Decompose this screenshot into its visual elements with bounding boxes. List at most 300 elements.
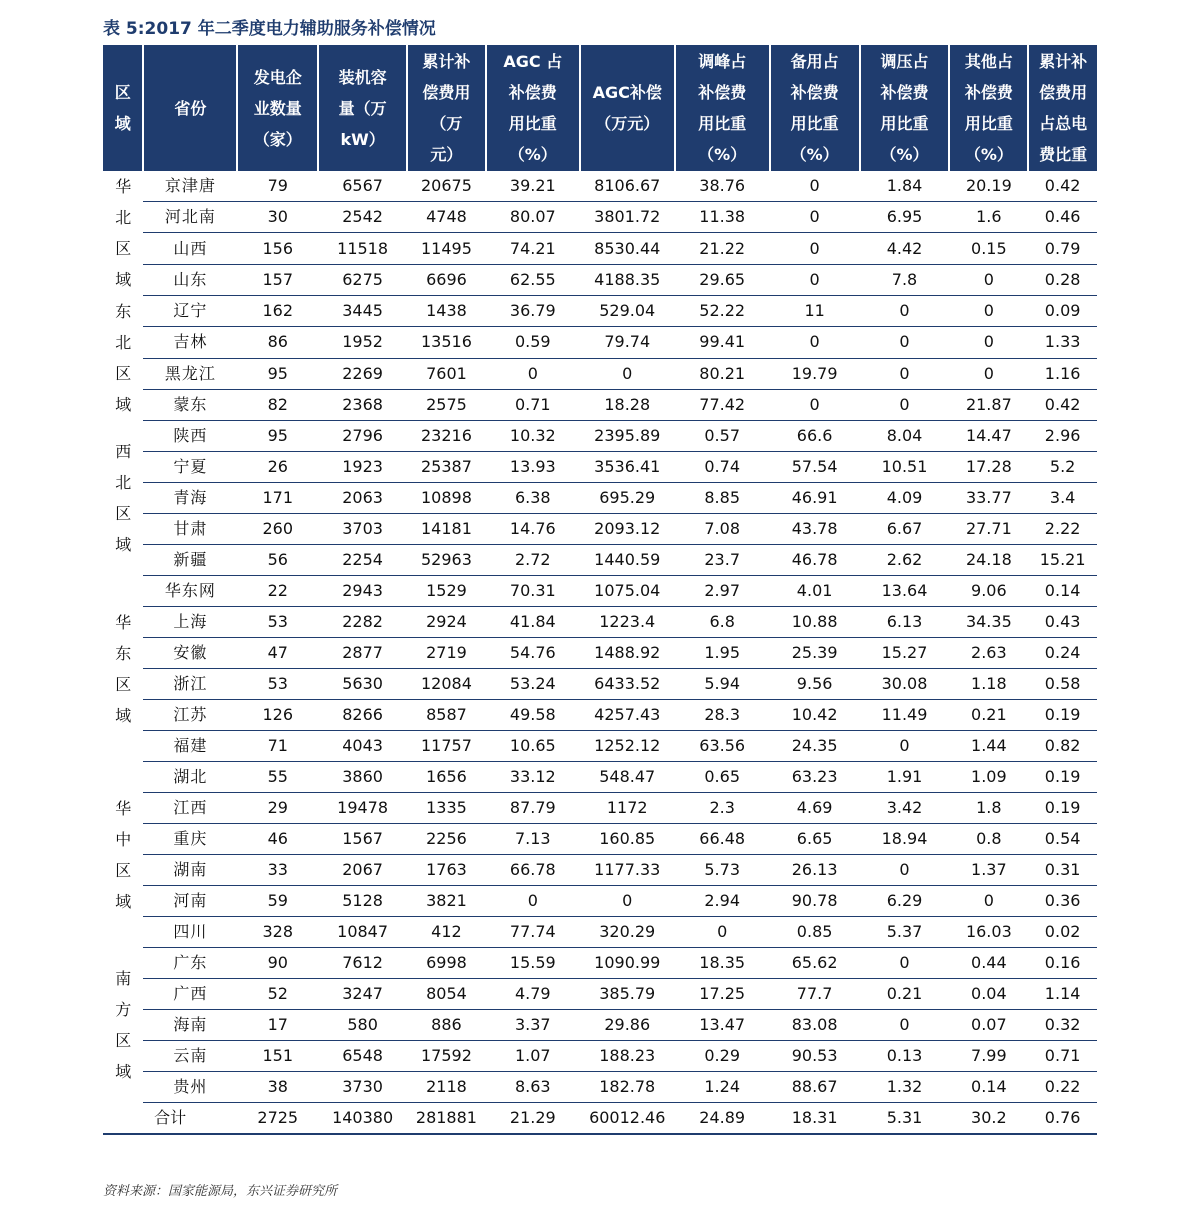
value-cell: 0.02 (1028, 917, 1097, 948)
province-cell: 宁夏 (143, 452, 237, 483)
table-row (103, 638, 1097, 669)
value-cell: 99.41 (675, 327, 770, 358)
value-cell: 4.79 (486, 979, 580, 1010)
value-cell: 1656 (407, 762, 486, 793)
total-value-cell: 21.29 (486, 1103, 580, 1135)
value-cell: 4188.35 (580, 264, 675, 295)
value-cell: 21.22 (675, 233, 770, 264)
table-row (103, 700, 1097, 731)
table-row (103, 917, 1097, 948)
value-cell: 0.21 (949, 700, 1028, 731)
value-cell: 5.2 (1028, 452, 1097, 483)
value-cell: 7.08 (675, 514, 770, 545)
value-cell: 13.64 (860, 576, 950, 607)
value-cell: 162 (237, 296, 318, 327)
value-cell: 8106.67 (580, 171, 675, 202)
value-cell: 1952 (318, 327, 407, 358)
province-cell: 新疆 (143, 545, 237, 576)
table-row (103, 358, 1097, 389)
header-cell: AGC补偿 （万元） (580, 45, 675, 171)
value-cell: 38 (237, 1072, 318, 1103)
value-cell: 157 (237, 264, 318, 295)
value-cell: 6.8 (675, 607, 770, 638)
region-label: 西北区域 (115, 442, 132, 554)
value-cell: 95 (237, 421, 318, 452)
value-cell: 188.23 (580, 1041, 675, 1072)
value-cell: 0 (949, 358, 1028, 389)
value-cell: 7.99 (949, 1041, 1028, 1072)
value-cell: 33.77 (949, 483, 1028, 514)
value-cell: 0.07 (949, 1010, 1028, 1041)
value-cell: 9.06 (949, 576, 1028, 607)
value-cell: 46.78 (770, 545, 860, 576)
value-cell: 0 (770, 264, 860, 295)
value-cell: 1223.4 (580, 607, 675, 638)
value-cell: 86 (237, 327, 318, 358)
table-row (103, 607, 1097, 638)
value-cell: 90.53 (770, 1041, 860, 1072)
value-cell: 28.3 (675, 700, 770, 731)
value-cell: 1075.04 (580, 576, 675, 607)
value-cell: 2.94 (675, 886, 770, 917)
value-cell: 6433.52 (580, 669, 675, 700)
value-cell: 0 (580, 886, 675, 917)
province-cell: 广西 (143, 979, 237, 1010)
value-cell: 11495 (407, 233, 486, 264)
value-cell: 1.14 (1028, 979, 1097, 1010)
value-cell: 17.28 (949, 452, 1028, 483)
value-cell: 3536.41 (580, 452, 675, 483)
value-cell: 74.21 (486, 233, 580, 264)
value-cell: 171 (237, 483, 318, 514)
value-cell: 65.62 (770, 948, 860, 979)
value-cell: 160.85 (580, 824, 675, 855)
value-cell: 15.27 (860, 638, 950, 669)
value-cell: 1.33 (1028, 327, 1097, 358)
value-cell: 4748 (407, 202, 486, 233)
table-row (103, 171, 1097, 202)
value-cell: 29.86 (580, 1010, 675, 1041)
value-cell: 5630 (318, 669, 407, 700)
table-row (103, 824, 1097, 855)
province-cell: 蒙东 (143, 389, 237, 420)
region-label: 华中区域 (115, 798, 132, 911)
value-cell: 0.29 (675, 1041, 770, 1072)
value-cell: 16.03 (949, 917, 1028, 948)
value-cell: 46 (237, 824, 318, 855)
value-cell: 18.28 (580, 389, 675, 420)
province-cell: 华东网 (143, 576, 237, 607)
value-cell: 0.19 (1028, 762, 1097, 793)
value-cell: 39.21 (486, 171, 580, 202)
value-cell: 8.04 (860, 421, 950, 452)
province-cell: 山西 (143, 233, 237, 264)
value-cell: 1.24 (675, 1072, 770, 1103)
value-cell: 2542 (318, 202, 407, 233)
value-cell: 0 (486, 358, 580, 389)
value-cell: 1.07 (486, 1041, 580, 1072)
region-label: 华东区域 (115, 612, 132, 725)
value-cell: 17592 (407, 1041, 486, 1072)
value-cell: 79 (237, 171, 318, 202)
value-cell: 1252.12 (580, 731, 675, 762)
value-cell: 1.18 (949, 669, 1028, 700)
province-cell: 福建 (143, 731, 237, 762)
value-cell: 10.42 (770, 700, 860, 731)
value-cell: 0.15 (949, 233, 1028, 264)
value-cell: 3.4 (1028, 483, 1097, 514)
value-cell: 8266 (318, 700, 407, 731)
value-cell: 66.78 (486, 855, 580, 886)
region-cell (103, 948, 143, 1103)
value-cell: 80.07 (486, 202, 580, 233)
value-cell: 1.09 (949, 762, 1028, 793)
value-cell: 0.13 (860, 1041, 950, 1072)
value-cell: 156 (237, 233, 318, 264)
value-cell: 182.78 (580, 1072, 675, 1103)
value-cell: 90 (237, 948, 318, 979)
total-value-cell: 0.76 (1028, 1103, 1097, 1135)
value-cell: 0 (860, 296, 950, 327)
value-cell: 8.85 (675, 483, 770, 514)
province-cell: 京津唐 (143, 171, 237, 202)
table-row (103, 452, 1097, 483)
value-cell: 21.87 (949, 389, 1028, 420)
province-cell: 河南 (143, 886, 237, 917)
value-cell: 6.95 (860, 202, 950, 233)
value-cell: 0.46 (1028, 202, 1097, 233)
value-cell: 2063 (318, 483, 407, 514)
value-cell: 695.29 (580, 483, 675, 514)
value-cell: 9.56 (770, 669, 860, 700)
header-cell: 装机容 量（万 kW） (318, 45, 407, 171)
value-cell: 77.42 (675, 389, 770, 420)
value-cell: 0.14 (949, 1072, 1028, 1103)
value-cell: 11.49 (860, 700, 950, 731)
value-cell: 80.21 (675, 358, 770, 389)
value-cell: 0.74 (675, 452, 770, 483)
province-cell: 吉林 (143, 327, 237, 358)
value-cell: 2395.89 (580, 421, 675, 452)
table-row (103, 669, 1097, 700)
value-cell: 1440.59 (580, 545, 675, 576)
value-cell: 66.6 (770, 421, 860, 452)
value-cell: 1.84 (860, 171, 950, 202)
value-cell: 2368 (318, 389, 407, 420)
value-cell: 0.04 (949, 979, 1028, 1010)
source-note: 资料来源：国家能源局，东兴证券研究所 (103, 1184, 338, 1199)
value-cell: 10847 (318, 917, 407, 948)
region-label: 华北区域 (115, 177, 132, 289)
value-cell: 29.65 (675, 264, 770, 295)
value-cell: 4043 (318, 731, 407, 762)
value-cell: 1488.92 (580, 638, 675, 669)
value-cell: 2575 (407, 389, 486, 420)
value-cell: 4.01 (770, 576, 860, 607)
value-cell: 19.79 (770, 358, 860, 389)
value-cell: 13516 (407, 327, 486, 358)
value-cell: 3247 (318, 979, 407, 1010)
value-cell: 0.54 (1028, 824, 1097, 855)
value-cell: 2943 (318, 576, 407, 607)
value-cell: 33 (237, 855, 318, 886)
value-cell: 33.12 (486, 762, 580, 793)
value-cell: 2067 (318, 855, 407, 886)
value-cell: 53 (237, 607, 318, 638)
region-cell (103, 762, 143, 948)
value-cell: 0 (770, 202, 860, 233)
value-cell: 54.76 (486, 638, 580, 669)
value-cell: 3821 (407, 886, 486, 917)
header-cell: AGC 占 补偿费 用比重 （%） (486, 45, 580, 171)
value-cell: 2118 (407, 1072, 486, 1103)
value-cell: 29 (237, 793, 318, 824)
value-cell: 2.22 (1028, 514, 1097, 545)
value-cell: 0.57 (675, 421, 770, 452)
value-cell: 4.42 (860, 233, 950, 264)
value-cell: 0 (949, 327, 1028, 358)
value-cell: 0 (580, 358, 675, 389)
value-cell: 82 (237, 389, 318, 420)
value-cell: 52963 (407, 545, 486, 576)
value-cell: 2.72 (486, 545, 580, 576)
value-cell: 6.65 (770, 824, 860, 855)
value-cell: 56 (237, 545, 318, 576)
value-cell: 10.32 (486, 421, 580, 452)
value-cell: 0 (860, 731, 950, 762)
value-cell: 2.96 (1028, 421, 1097, 452)
value-cell: 0 (860, 327, 950, 358)
table-row (103, 233, 1097, 264)
total-label: 合计 (103, 1103, 237, 1135)
header-cell: 发电企 业数量 （家） (237, 45, 318, 171)
region-label: 东北区域 (115, 302, 132, 414)
value-cell: 62.55 (486, 264, 580, 295)
value-cell: 7601 (407, 358, 486, 389)
value-cell: 0.21 (860, 979, 950, 1010)
value-cell: 20.19 (949, 171, 1028, 202)
province-cell: 河北南 (143, 202, 237, 233)
value-cell: 10898 (407, 483, 486, 514)
value-cell: 1923 (318, 452, 407, 483)
value-cell: 3801.72 (580, 202, 675, 233)
value-cell: 0.19 (1028, 700, 1097, 731)
value-cell: 548.47 (580, 762, 675, 793)
value-cell: 49.58 (486, 700, 580, 731)
table-body (103, 171, 1097, 1134)
province-cell: 黑龙江 (143, 358, 237, 389)
value-cell: 5.37 (860, 917, 950, 948)
total-value-cell: 30.2 (949, 1103, 1028, 1135)
value-cell: 7.13 (486, 824, 580, 855)
table-row (103, 793, 1097, 824)
value-cell: 10.65 (486, 731, 580, 762)
value-cell: 320.29 (580, 917, 675, 948)
value-cell: 412 (407, 917, 486, 948)
value-cell: 8.63 (486, 1072, 580, 1103)
value-cell: 0.79 (1028, 233, 1097, 264)
province-cell: 青海 (143, 483, 237, 514)
value-cell: 1335 (407, 793, 486, 824)
value-cell: 4.09 (860, 483, 950, 514)
table-row (103, 483, 1097, 514)
value-cell: 2.62 (860, 545, 950, 576)
value-cell: 2.3 (675, 793, 770, 824)
value-cell: 4.69 (770, 793, 860, 824)
total-value-cell: 5.31 (860, 1103, 950, 1135)
value-cell: 0.8 (949, 824, 1028, 855)
region-cell (103, 421, 143, 576)
table-row (103, 731, 1097, 762)
province-cell: 贵州 (143, 1072, 237, 1103)
province-cell: 湖南 (143, 855, 237, 886)
value-cell: 22 (237, 576, 318, 607)
value-cell: 55 (237, 762, 318, 793)
value-cell: 2924 (407, 607, 486, 638)
value-cell: 63.56 (675, 731, 770, 762)
value-cell: 13.47 (675, 1010, 770, 1041)
value-cell: 126 (237, 700, 318, 731)
value-cell: 3.42 (860, 793, 950, 824)
value-cell: 1567 (318, 824, 407, 855)
value-cell: 27.71 (949, 514, 1028, 545)
value-cell: 14181 (407, 514, 486, 545)
province-cell: 云南 (143, 1041, 237, 1072)
value-cell: 0 (860, 855, 950, 886)
value-cell: 25387 (407, 452, 486, 483)
value-cell: 0.28 (1028, 264, 1097, 295)
value-cell: 0.32 (1028, 1010, 1097, 1041)
value-cell: 1529 (407, 576, 486, 607)
compensation-table (103, 45, 1097, 1135)
value-cell: 1172 (580, 793, 675, 824)
table-row (103, 886, 1097, 917)
value-cell: 41.84 (486, 607, 580, 638)
value-cell: 580 (318, 1010, 407, 1041)
value-cell: 53 (237, 669, 318, 700)
table-row (103, 421, 1097, 452)
value-cell: 38.76 (675, 171, 770, 202)
value-cell: 95 (237, 358, 318, 389)
value-cell: 87.79 (486, 793, 580, 824)
value-cell: 2254 (318, 545, 407, 576)
value-cell: 1.16 (1028, 358, 1097, 389)
value-cell: 1438 (407, 296, 486, 327)
value-cell: 24.35 (770, 731, 860, 762)
table-row (103, 545, 1097, 576)
value-cell: 0 (860, 358, 950, 389)
value-cell: 11 (770, 296, 860, 327)
value-cell: 0.09 (1028, 296, 1097, 327)
value-cell: 0 (770, 389, 860, 420)
province-cell: 山东 (143, 264, 237, 295)
value-cell: 2877 (318, 638, 407, 669)
value-cell: 90.78 (770, 886, 860, 917)
value-cell: 1.8 (949, 793, 1028, 824)
value-cell: 11.38 (675, 202, 770, 233)
region-cell (103, 296, 143, 421)
value-cell: 0.65 (675, 762, 770, 793)
province-cell: 海南 (143, 1010, 237, 1041)
value-cell: 3860 (318, 762, 407, 793)
value-cell: 79.74 (580, 327, 675, 358)
value-cell: 385.79 (580, 979, 675, 1010)
value-cell: 10.51 (860, 452, 950, 483)
value-cell: 0.44 (949, 948, 1028, 979)
table-row (103, 979, 1097, 1010)
province-cell: 安徽 (143, 638, 237, 669)
value-cell: 34.35 (949, 607, 1028, 638)
header-cell: 其他占 补偿费 用比重 （%） (949, 45, 1028, 171)
province-cell: 上海 (143, 607, 237, 638)
value-cell: 8587 (407, 700, 486, 731)
value-cell: 6.29 (860, 886, 950, 917)
value-cell: 2719 (407, 638, 486, 669)
table-row (103, 264, 1097, 295)
total-value-cell: 24.89 (675, 1103, 770, 1135)
value-cell: 1.32 (860, 1072, 950, 1103)
value-cell: 0 (675, 917, 770, 948)
table-row (103, 576, 1097, 607)
table-row (103, 1072, 1097, 1103)
value-cell: 0.82 (1028, 731, 1097, 762)
table-row (103, 1010, 1097, 1041)
value-cell: 2.97 (675, 576, 770, 607)
value-cell: 0.22 (1028, 1072, 1097, 1103)
value-cell: 1.91 (860, 762, 950, 793)
province-cell: 四川 (143, 917, 237, 948)
value-cell: 47 (237, 638, 318, 669)
region-label: 南方区域 (115, 969, 132, 1081)
table-row (103, 948, 1097, 979)
region-cell (103, 171, 143, 296)
value-cell: 0 (770, 171, 860, 202)
table-row (103, 327, 1097, 358)
value-cell: 0 (949, 296, 1028, 327)
value-cell: 15.59 (486, 948, 580, 979)
value-cell: 0.43 (1028, 607, 1097, 638)
value-cell: 14.76 (486, 514, 580, 545)
table-row (103, 296, 1097, 327)
value-cell: 1177.33 (580, 855, 675, 886)
value-cell: 6.38 (486, 483, 580, 514)
value-cell: 5.73 (675, 855, 770, 886)
value-cell: 0 (949, 264, 1028, 295)
total-row (103, 1103, 1097, 1135)
header-cell: 调峰占 补偿费 用比重 （%） (675, 45, 770, 171)
province-cell: 陕西 (143, 421, 237, 452)
value-cell: 0.42 (1028, 171, 1097, 202)
value-cell: 2093.12 (580, 514, 675, 545)
value-cell: 5.94 (675, 669, 770, 700)
table-row (103, 1041, 1097, 1072)
value-cell: 151 (237, 1041, 318, 1072)
value-cell: 70.31 (486, 576, 580, 607)
province-cell: 湖北 (143, 762, 237, 793)
value-cell: 6.67 (860, 514, 950, 545)
value-cell: 24.18 (949, 545, 1028, 576)
value-cell: 0.14 (1028, 576, 1097, 607)
value-cell: 18.94 (860, 824, 950, 855)
value-cell: 23216 (407, 421, 486, 452)
value-cell: 7.8 (860, 264, 950, 295)
value-cell: 20675 (407, 171, 486, 202)
value-cell: 10.88 (770, 607, 860, 638)
value-cell: 0.19 (1028, 793, 1097, 824)
province-cell: 江苏 (143, 700, 237, 731)
value-cell: 0 (770, 327, 860, 358)
province-cell: 甘肃 (143, 514, 237, 545)
